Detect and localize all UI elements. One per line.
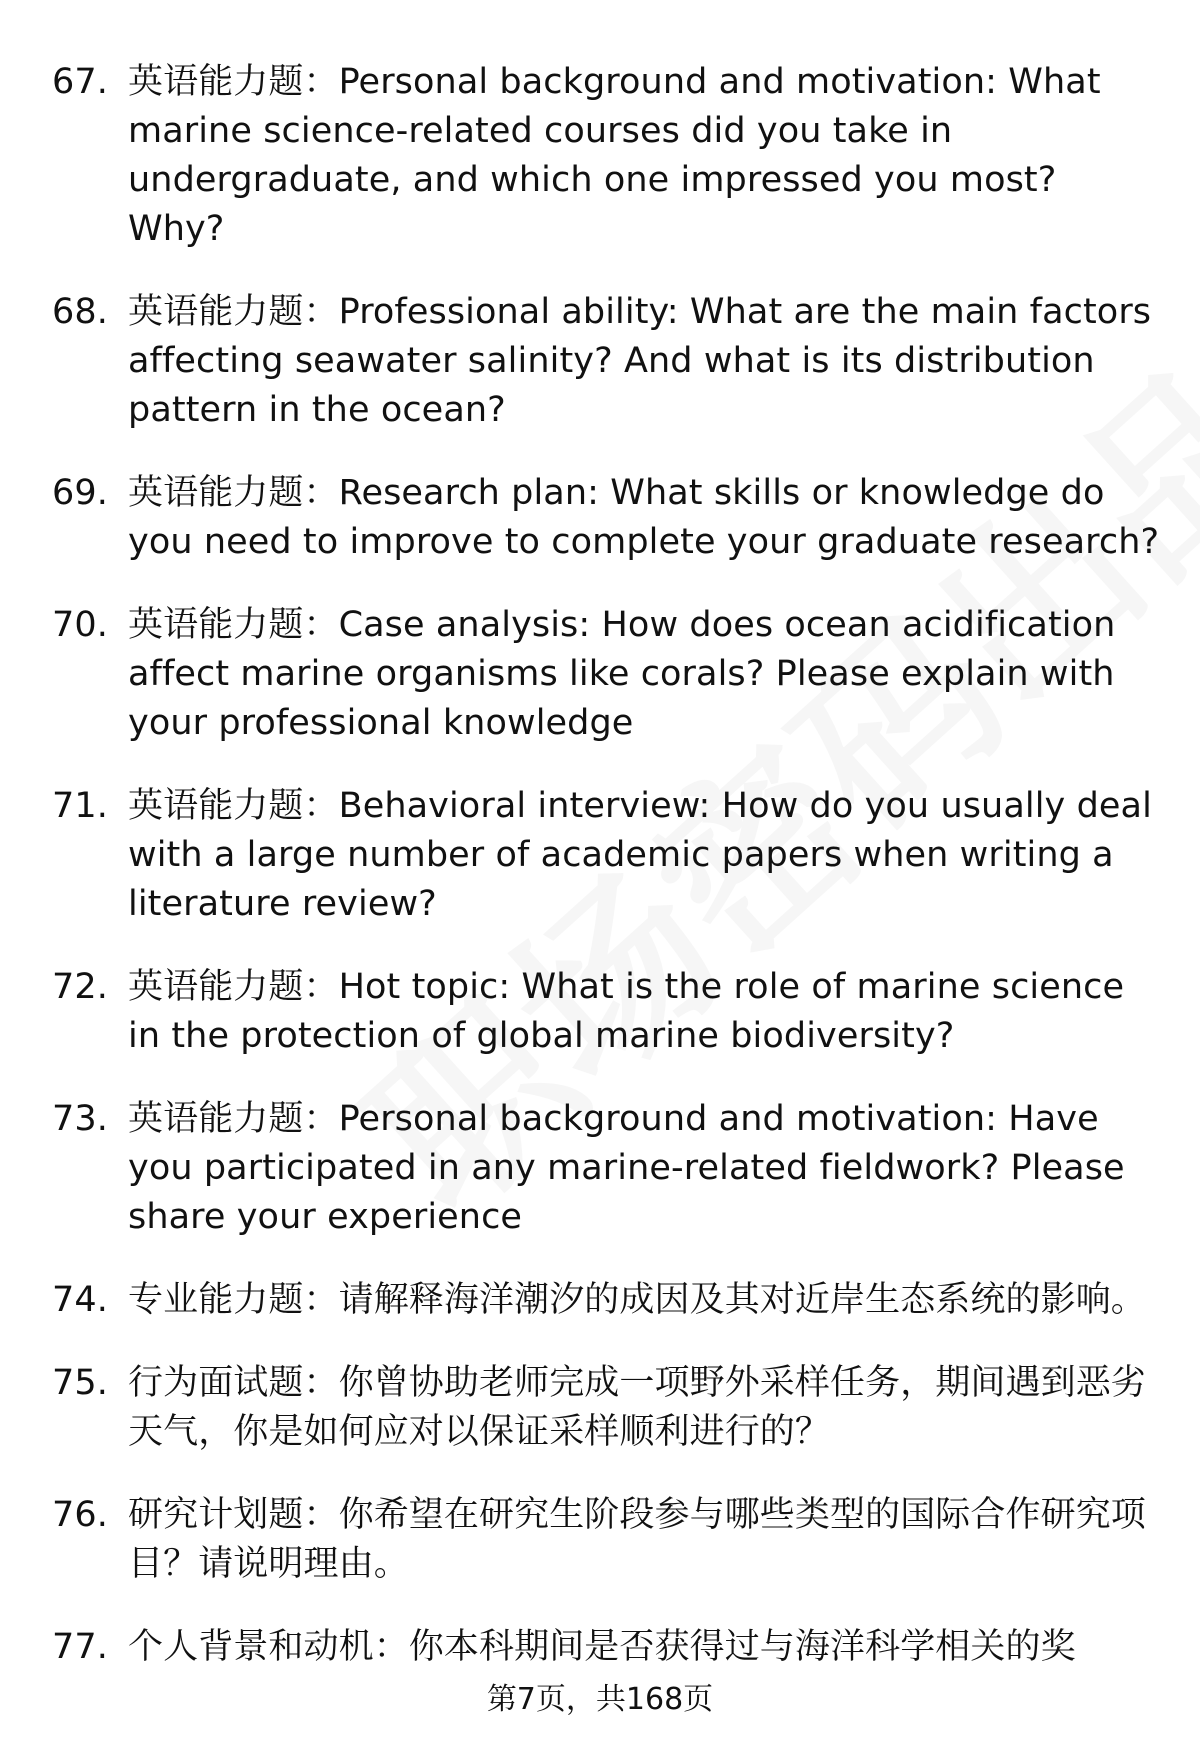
question-text: 英语能力题：Hot topic: What is the role of marine science in the protection of global marine biodiversity? — [128, 967, 1125, 1056]
question-text: 英语能力题：Personal background and motivation: What marine science-related courses did you take in undergraduate, and which one impressed you most? Why? — [128, 62, 1101, 249]
question-text: 英语能力题：Professional ability: What are the main factors affecting seawater salinity? And what is its distribution pattern in the ocean? — [128, 292, 1152, 430]
question-text: 研究计划题：你希望在研究生阶段参与哪些类型的国际合作研究项目？请说明理由。 — [128, 1495, 1146, 1584]
question-item — [0, 1623, 1200, 1672]
question-item — [0, 963, 1200, 1061]
question-number: 72. — [52, 967, 108, 1007]
page-footer: 第7页，共168页 — [486, 1682, 714, 1717]
question-number: 68. — [52, 292, 108, 332]
question-text: 英语能力题：Personal background and motivation: Have you participated in any marine-related fieldwork? Please share your experience — [128, 1099, 1125, 1237]
question-number: 73. — [52, 1099, 108, 1139]
question-number: 75. — [52, 1363, 108, 1403]
question-text: 英语能力题：Behavioral interview: How do you usually deal with a large number of academic papers when writing a literature review? — [128, 786, 1152, 924]
question-item — [0, 1491, 1200, 1589]
question-item — [0, 1359, 1200, 1457]
question-item — [0, 782, 1200, 929]
question-number: 69. — [52, 473, 108, 513]
question-number: 70. — [52, 605, 108, 645]
question-number: 76. — [52, 1495, 108, 1535]
question-item — [0, 469, 1200, 567]
question-number: 71. — [52, 786, 108, 826]
question-text: 英语能力题：Research plan: What skills or knowledge do you need to improve to complete your graduate research? — [128, 473, 1160, 562]
question-item — [0, 1095, 1200, 1242]
question-number: 74. — [52, 1280, 108, 1320]
question-item — [0, 288, 1200, 435]
question-text: 行为面试题：你曾协助老师完成一项野外采样任务，期间遇到恶劣天气，你是如何应对以保证采样顺利进行的？ — [128, 1363, 1146, 1452]
question-list — [0, 58, 1200, 1706]
question-text: 专业能力题：请解释海洋潮汐的成因及其对近岸生态系统的影响。 — [128, 1280, 1146, 1320]
question-number: 77. — [52, 1627, 108, 1667]
question-number: 67. — [52, 62, 108, 102]
question-text: 英语能力题：Case analysis: How does ocean acidification affect marine organisms like corals? Please explain with your professional knowledge — [128, 605, 1116, 743]
question-item — [0, 58, 1200, 254]
question-text: 个人背景和动机：你本科期间是否获得过与海洋科学相关的奖 — [128, 1627, 1076, 1667]
question-item — [0, 1276, 1200, 1325]
question-item — [0, 601, 1200, 748]
